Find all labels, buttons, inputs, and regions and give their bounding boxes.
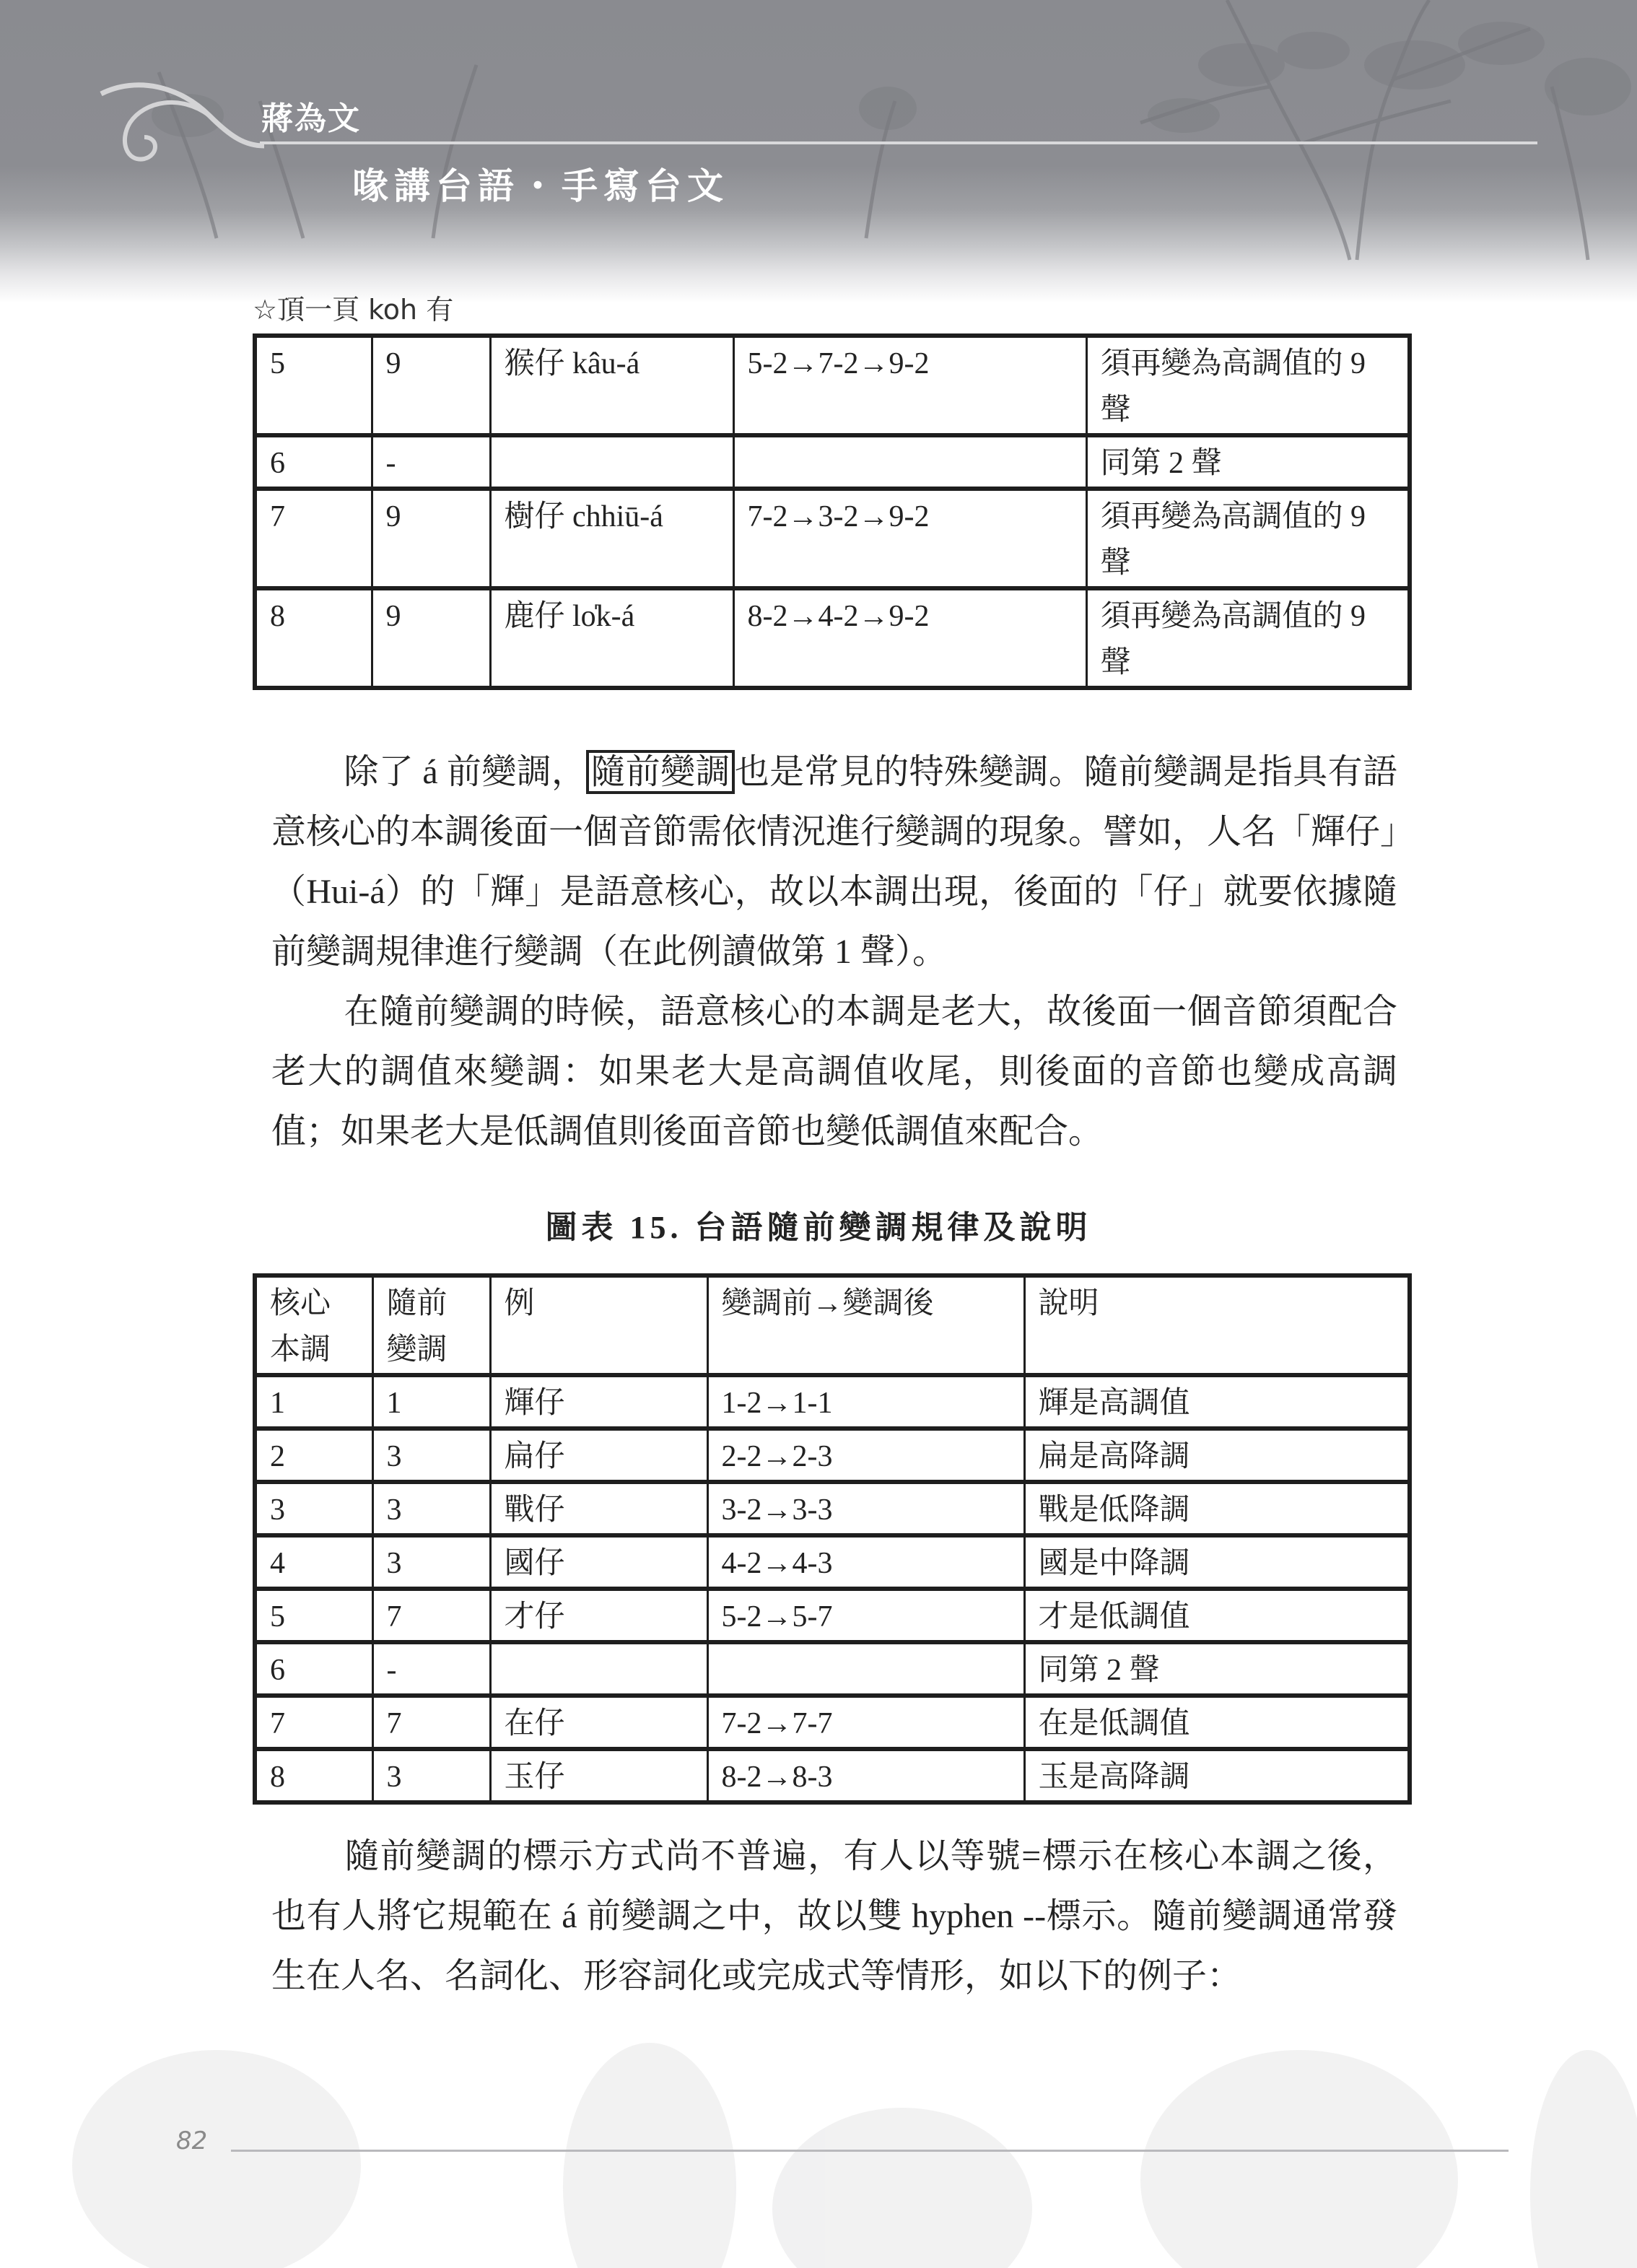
footer-background-texture <box>0 2007 1637 2268</box>
footer-divider <box>231 2150 1509 2152</box>
tone-sandhi-rules-table <box>253 1273 1412 1805</box>
cell-changed-tone: - <box>372 1642 490 1696</box>
cell-tone: 8 <box>255 588 372 688</box>
cell-note: 同第 2 聲 <box>1024 1642 1410 1696</box>
column-header: 變調前→變調後 <box>707 1275 1024 1375</box>
column-header: 隨前變調 <box>372 1275 490 1375</box>
cell-example: 才仔 <box>490 1589 707 1642</box>
table-row <box>255 1749 1410 1802</box>
paragraph-lead: 除了 á 前變調， <box>344 753 587 791</box>
cell-tone: 8 <box>255 1749 372 1802</box>
cell-note: 須再變為高調值的 9 聲 <box>1086 336 1410 435</box>
cell-change: 3-2→3-3 <box>707 1482 1024 1535</box>
table-caption: 圖表 15. 台語隨前變調規律及說明 <box>545 1210 1092 1245</box>
author-name: 蔣為文 <box>261 101 361 136</box>
table-row <box>255 1589 1410 1642</box>
table-row <box>255 588 1410 688</box>
cell-change: 4-2→4-3 <box>707 1535 1024 1589</box>
cell-tone: 6 <box>255 1642 372 1696</box>
table-row <box>255 1375 1410 1429</box>
table-row <box>255 336 1410 435</box>
highlighted-term: 隨前變調 <box>586 750 734 794</box>
cell-note: 須再變為高調值的 9 聲 <box>1086 489 1410 588</box>
column-header: 說明 <box>1024 1275 1410 1375</box>
cell-note: 同第 2 聲 <box>1086 435 1410 489</box>
cell-example: 在仔 <box>490 1696 707 1749</box>
cell-change: 7-2→3-2→9-2 <box>733 489 1086 588</box>
cell-change: 7-2→7-7 <box>707 1696 1024 1749</box>
body-paragraph <box>271 982 1397 1161</box>
cell-note: 輝是高調值 <box>1024 1375 1410 1429</box>
body-paragraph <box>271 1826 1397 2006</box>
body-paragraph <box>271 742 1397 982</box>
cell-changed-tone: 3 <box>372 1482 490 1535</box>
table-row <box>255 1429 1410 1482</box>
table-row <box>255 489 1410 588</box>
cell-changed-tone: - <box>372 435 490 489</box>
cell-note: 國是中降調 <box>1024 1535 1410 1589</box>
paragraph-text: 在隨前變調的時候，語意核心的本調是老大，故後面一個音節須配合老大的調值來變調：如果老大是高調值收尾，則後面的音節也變成高調值；如果老大是低調值則後面音節也變低調值來配合。 <box>271 993 1397 1151</box>
table-header-row <box>255 1275 1410 1375</box>
cell-change <box>707 1642 1024 1696</box>
cell-note: 才是低調值 <box>1024 1589 1410 1642</box>
cell-example <box>490 1642 707 1696</box>
cell-example: 樹仔 chhiū-á <box>490 489 733 588</box>
cell-changed-tone: 1 <box>372 1375 490 1429</box>
cell-example: 玉仔 <box>490 1749 707 1802</box>
cell-example: 猴仔 kâu-á <box>490 336 733 435</box>
cell-note: 在是低調值 <box>1024 1696 1410 1749</box>
cell-changed-tone: 7 <box>372 1696 490 1749</box>
cell-example: 戰仔 <box>490 1482 707 1535</box>
cell-changed-tone: 9 <box>372 588 490 688</box>
cell-change: 5-2→5-7 <box>707 1589 1024 1642</box>
cell-changed-tone: 3 <box>372 1535 490 1589</box>
page-number: 82 <box>176 2127 208 2155</box>
cell-change: 8-2→8-3 <box>707 1749 1024 1802</box>
paragraph-text: 也是常見的特殊變調。隨前變調是指具有語意核心的本調後面一個音節需依情況進行變調的現象。譬如，人名「輝仔」（Hui-á）的「輝」是語意核心，故以本調出現，後面的「仔」就要依據隨前變調規律進行變調（在此例讀做第 1 聲）。 <box>271 753 1398 971</box>
cell-note: 玉是高降調 <box>1024 1749 1410 1802</box>
header-divider <box>260 141 1537 144</box>
column-header: 核心本調 <box>255 1275 372 1375</box>
cell-changed-tone: 3 <box>372 1429 490 1482</box>
cell-note: 扁是高降調 <box>1024 1429 1410 1482</box>
swirl-ornament-icon <box>94 79 267 166</box>
cell-example: 扁仔 <box>490 1429 707 1482</box>
book-title: 喙講台語・手寫台文 <box>352 166 729 206</box>
cell-change: 5-2→7-2→9-2 <box>733 336 1086 435</box>
cell-example: 國仔 <box>490 1535 707 1589</box>
cell-changed-tone: 9 <box>372 489 490 588</box>
cell-example: 輝仔 <box>490 1375 707 1429</box>
table-row <box>255 1642 1410 1696</box>
cell-tone: 7 <box>255 1696 372 1749</box>
table-row <box>255 1696 1410 1749</box>
cell-example <box>490 435 733 489</box>
cell-note: 須再變為高調值的 9 聲 <box>1086 588 1410 688</box>
cell-tone: 3 <box>255 1482 372 1535</box>
cell-change: 8-2→4-2→9-2 <box>733 588 1086 688</box>
paragraph-text: 隨前變調的標示方式尚不普遍，有人以等號=標示在核心本調之後，也有人將它規範在 á 前變調之中，故以雙 hyphen --標示。隨前變調通常發生在人名、名詞化、形容詞化或完成式等情形，如以下的例子： <box>271 1837 1397 1995</box>
table-row <box>255 1482 1410 1535</box>
cell-example: 鹿仔 lo̍k-á <box>490 588 733 688</box>
header-banner <box>0 0 1637 332</box>
cell-tone: 4 <box>255 1535 372 1589</box>
cell-change: 1-2→1-1 <box>707 1375 1024 1429</box>
tree-silhouette-background <box>0 0 1637 332</box>
continued-from-previous-page-note: ☆頂一頁 koh 有 <box>253 294 454 326</box>
column-header: 例 <box>490 1275 707 1375</box>
cell-note: 戰是低降調 <box>1024 1482 1410 1535</box>
cell-tone: 1 <box>255 1375 372 1429</box>
cell-changed-tone: 7 <box>372 1589 490 1642</box>
cell-change: 2-2→2-3 <box>707 1429 1024 1482</box>
cell-changed-tone: 3 <box>372 1749 490 1802</box>
cell-tone: 7 <box>255 489 372 588</box>
cell-tone: 5 <box>255 1589 372 1642</box>
tone-sandhi-table-continued <box>253 333 1412 690</box>
table-row <box>255 1535 1410 1589</box>
cell-change <box>733 435 1086 489</box>
cell-changed-tone: 9 <box>372 336 490 435</box>
cell-tone: 5 <box>255 336 372 435</box>
table-row <box>255 435 1410 489</box>
cell-tone: 6 <box>255 435 372 489</box>
cell-tone: 2 <box>255 1429 372 1482</box>
